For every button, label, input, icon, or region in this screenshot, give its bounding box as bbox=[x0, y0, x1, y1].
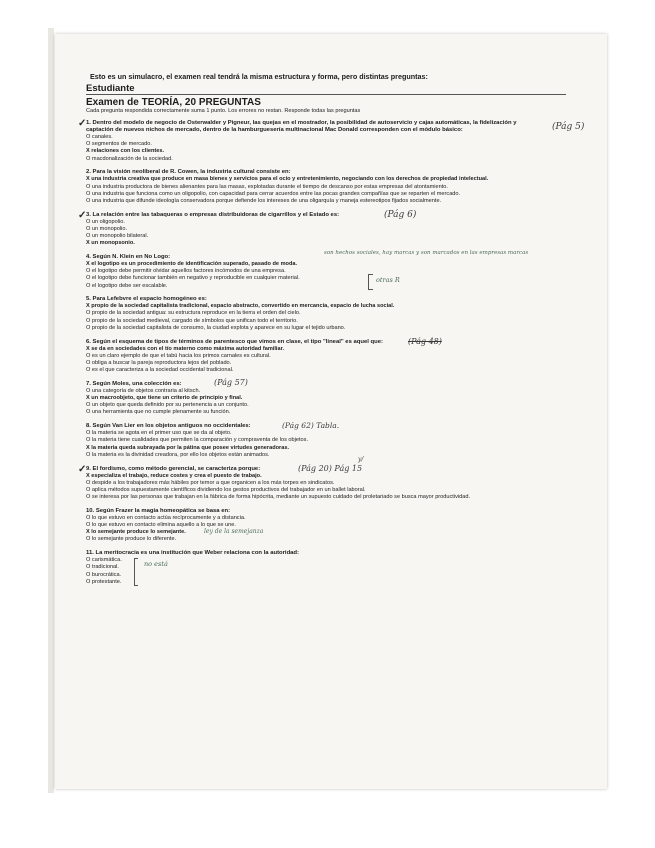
question-text: 6. Según el esquema de tipos de términos de parentesco que vimos en clase, el tipo "lineal" es aquel que: bbox=[86, 338, 383, 345]
exam-content bbox=[78, 72, 591, 592]
handwritten-note: (Pág 48) bbox=[408, 336, 442, 346]
option: O el logotipo debe permitir olvidar aquellos factores incómodos de una empresa. bbox=[86, 268, 286, 275]
question-11 bbox=[86, 550, 591, 586]
handwritten-note: otras R bbox=[376, 275, 400, 284]
page-shadow bbox=[48, 28, 54, 793]
option-marked: X propio de la sociedad capitalista tradicional, espacio abstracto, convertido en mercancía, espacio de lucha social. bbox=[86, 303, 395, 310]
option-marked: X una industria creativa que produce en masa bienes y servicios para el ocio y entretenimiento, negociando con los derechos de propiedad intelectual. bbox=[86, 176, 489, 183]
option: O un objeto que queda definido por su pertenencia a un conjunto. bbox=[86, 402, 249, 409]
option: O una herramienta que no cumple plenamente su función. bbox=[86, 409, 231, 416]
question-6 bbox=[86, 336, 591, 375]
question-text: 7. Según Moles, una colección es: bbox=[86, 380, 182, 387]
option: O una industria productora de bienes alienantes para las masas, explotadas durante el tiempo de descanso por estas empresas del atontamiento. bbox=[86, 183, 448, 190]
option: O una industria que funciona como un oligopolio, con capacidad para cerrar acuerdos entre las pocas grandes compañías que se reparten el mercado. bbox=[86, 190, 461, 197]
handwritten-note: ley de la semejanza bbox=[204, 527, 264, 535]
question-text: 8. Según Van Lier en los objetos antiguos no occidentales: bbox=[86, 423, 251, 430]
option: O se interesa por las personas que trabajan en la fábrica de forma hipócrita, mediante un supuesto cuidado del proletariado se busca mayor productividad. bbox=[86, 494, 471, 501]
option: O un monopolio. bbox=[86, 225, 128, 232]
handwritten-note: (Pág 20) Pág 15 bbox=[298, 463, 363, 473]
option: O canales. bbox=[86, 134, 113, 140]
question-text: 3. La relación entre las tabaqueras o empresas distribuidoras de cigarrillos y el Estado es: bbox=[86, 211, 340, 218]
handwritten-note: son hechos sociales, hay marcas y son marcados en las empresas marcas bbox=[324, 249, 529, 256]
question-text: 11. La meritocracia es una institución que Weber relaciona con la autoridad: bbox=[86, 550, 299, 557]
option-marked: X se da en sociedades con el tío materno como máxima autoridad familiar. bbox=[86, 345, 285, 352]
option-marked: X especializa el trabajo, reduce costes y crea el puesto de trabajo. bbox=[86, 472, 262, 479]
option: O es un claro ejemplo de que el tabú hacia los primos carnales es cultural. bbox=[86, 352, 271, 359]
question-text: 2. Para la visión neoliberal de R. Cowen, la industria cultural consiste en: bbox=[86, 169, 291, 176]
exam-title: Examen de TEORÍA, 20 PREGUNTAS bbox=[86, 97, 261, 108]
handwritten-note: (Pág 62) Tabla. bbox=[282, 421, 340, 431]
option: O propio de la sociedad medieval, cargado de símbolos que unifican todo el territorio. bbox=[86, 317, 298, 324]
bracket-mark bbox=[134, 558, 138, 586]
option: O la materia se agota en el primer uso que se da al objeto. bbox=[86, 430, 232, 437]
option: O propio de la sociedad capitalista de consumo, la ciudad explota y aparece en su lugar el tejido urbano. bbox=[86, 324, 346, 331]
option-marked: X un macroobjeto, que tiene un criterio de principio y final. bbox=[86, 395, 243, 402]
option: O una categoría de objetos contraria al kitsch. bbox=[86, 387, 201, 394]
option: O despide a los trabajadores más hábiles por temor a que organicen a los más torpes en sindicatos. bbox=[86, 479, 335, 486]
option-marked: X la materia queda subrayada por la pátina que posee virtudes generadoras. bbox=[86, 444, 289, 451]
option: O tradicional. bbox=[86, 564, 119, 571]
question-5 bbox=[86, 296, 591, 332]
question-4 bbox=[86, 249, 591, 290]
option: O aplica métodos supuestamente científicos dividiendo los gestos productivos del trabajador en un ballet laboral. bbox=[86, 486, 366, 493]
question-text: 4. Según N. Klein en No Logo: bbox=[86, 253, 171, 260]
handwritten-note: (Pág 5) bbox=[552, 122, 585, 132]
option: O la materia tiene cualidades que permiten la comparación y compraventa de los objetos. bbox=[86, 437, 309, 444]
check-mark-icon: ✓ bbox=[78, 463, 87, 475]
option-marked: X relaciones con los clientes. bbox=[86, 148, 165, 155]
question-3 bbox=[78, 209, 591, 248]
option: O segmentos de mercado. bbox=[86, 141, 152, 148]
handwritten-note: no está bbox=[144, 560, 168, 569]
question-text: 5. Para Lefebvre el espacio homogéneo es: bbox=[86, 296, 207, 303]
option: O macdonalización de la sociedad. bbox=[86, 155, 173, 162]
option: O un monopolio bilateral. bbox=[86, 233, 149, 240]
option-marked: X lo semejante produce lo semejante. bbox=[86, 529, 186, 536]
option-marked: X un monopsonio. bbox=[86, 240, 135, 247]
option: O burocrática. bbox=[86, 571, 122, 578]
option: O obliga a buscar la pareja reproductora lejos del poblado. bbox=[86, 359, 232, 366]
question-9 bbox=[78, 455, 591, 502]
option: O carismática. bbox=[86, 557, 122, 564]
student-name-line: Estudiante bbox=[86, 83, 566, 95]
option: O una industria que difunde ideología conservadora porque defiende los intereses de una oligarquía y maneja estereotipos fijados socialmente. bbox=[86, 197, 442, 204]
option: O protestante. bbox=[86, 578, 122, 585]
option: O lo que estuvo en contacto elimina aquello a lo que se une. bbox=[86, 522, 236, 529]
question-1 bbox=[78, 118, 591, 163]
option-marked: X el logotipo es un procedimiento de identificación superado, pasado de moda. bbox=[86, 260, 298, 267]
check-mark-icon: ✓ bbox=[78, 209, 87, 221]
option: O lo semejante produce lo diferente. bbox=[86, 536, 177, 543]
bracket-mark bbox=[368, 274, 373, 290]
option: O propio de la sociedad antigua: su estructura reproduce en la tierra el orden del cielo. bbox=[86, 310, 301, 317]
question-text: 1. Dentro del modelo de negocio de Osterwalder y Pigneur, las quejas en el mostrador, la posibilidad de autoservicio y cajas automáticas, la fidelización y captación de nuevos nichos de mercado, dentro de la hamburguesería multinacional Mac Donald corresponden con el módulo básico: bbox=[86, 120, 517, 133]
scoring-note: Cada pregunta respondida correctamente suma 1 punto. Los errores no restan. Responde todas las preguntas bbox=[86, 108, 361, 114]
option: O es el que caracteriza a la sociedad occidental tradicional. bbox=[86, 367, 234, 374]
question-2 bbox=[86, 169, 591, 205]
question-text: 9. El fordismo, como método gerencial, se caracteriza porque: bbox=[86, 465, 261, 472]
check-mark-icon: ✓ bbox=[78, 118, 87, 129]
handwritten-note: y/ bbox=[358, 455, 364, 463]
handwritten-note: (Pág 57) bbox=[214, 377, 248, 387]
option: O la materia es la divinidad creadora, por ello los objetos están animados. bbox=[86, 451, 270, 458]
question-7 bbox=[86, 377, 591, 417]
option: O el logotipo debe funcionar también en negativo y reproducible en cualquier material. bbox=[86, 275, 300, 282]
option: O el logotipo debe ser escalable. bbox=[86, 282, 168, 289]
question-text: 10. Según Frazer la magia homeopática se basa en: bbox=[86, 507, 231, 514]
option: O lo que estuvo en contacto actúa recíprocamente y a distancia. bbox=[86, 514, 246, 521]
question-8 bbox=[86, 423, 591, 459]
intro-text: Esto es un simulacro, el examen real tendrá la misma estructura y forma, pero distintas preguntas: bbox=[90, 72, 428, 81]
option: O un oligopolio. bbox=[86, 218, 125, 225]
question-10 bbox=[86, 508, 591, 544]
handwritten-note: (Pág 6) bbox=[384, 209, 417, 220]
